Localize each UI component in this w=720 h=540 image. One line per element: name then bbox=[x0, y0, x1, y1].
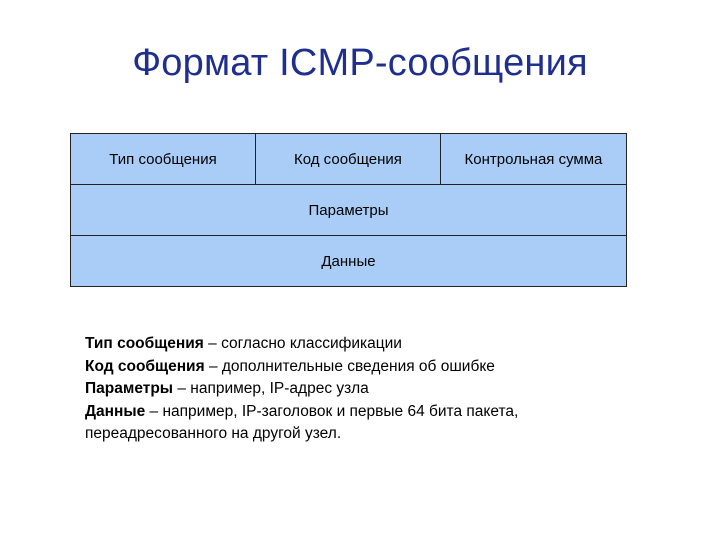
field-data: Данные bbox=[71, 236, 626, 286]
field-parameters: Параметры bbox=[71, 185, 626, 235]
field-descriptions bbox=[85, 333, 645, 446]
legend-description: – например, IP-заголовок и первые 64 бита пакета, bbox=[145, 402, 519, 420]
field-checksum: Контрольная сумма bbox=[441, 134, 626, 184]
legend-line bbox=[85, 401, 645, 424]
diagram-row-parameters bbox=[71, 185, 626, 236]
legend-term: Код сообщения bbox=[85, 357, 205, 375]
legend-description: – согласно классификации bbox=[203, 335, 402, 352]
legend-description: переадресованного на другой узел. bbox=[85, 425, 342, 442]
legend-line bbox=[85, 333, 645, 356]
icmp-format-diagram bbox=[70, 133, 627, 287]
legend-term: Параметры bbox=[85, 380, 174, 397]
field-message-code: Код сообщения bbox=[256, 134, 441, 184]
legend-term: Данные bbox=[85, 402, 146, 420]
legend-term: Тип сообщения bbox=[85, 335, 204, 352]
diagram-row-header-fields bbox=[71, 134, 626, 185]
legend-description: – например, IP-адрес узла bbox=[173, 380, 369, 397]
slide-title: Формат ICMP-сообщения bbox=[132, 42, 588, 84]
legend-description: – дополнительные сведения об ошибке bbox=[204, 357, 495, 375]
diagram-row-data bbox=[71, 236, 626, 286]
legend-line bbox=[85, 356, 645, 379]
legend-line bbox=[85, 378, 645, 401]
field-message-type: Тип сообщения bbox=[71, 134, 256, 184]
legend-line bbox=[85, 423, 645, 446]
